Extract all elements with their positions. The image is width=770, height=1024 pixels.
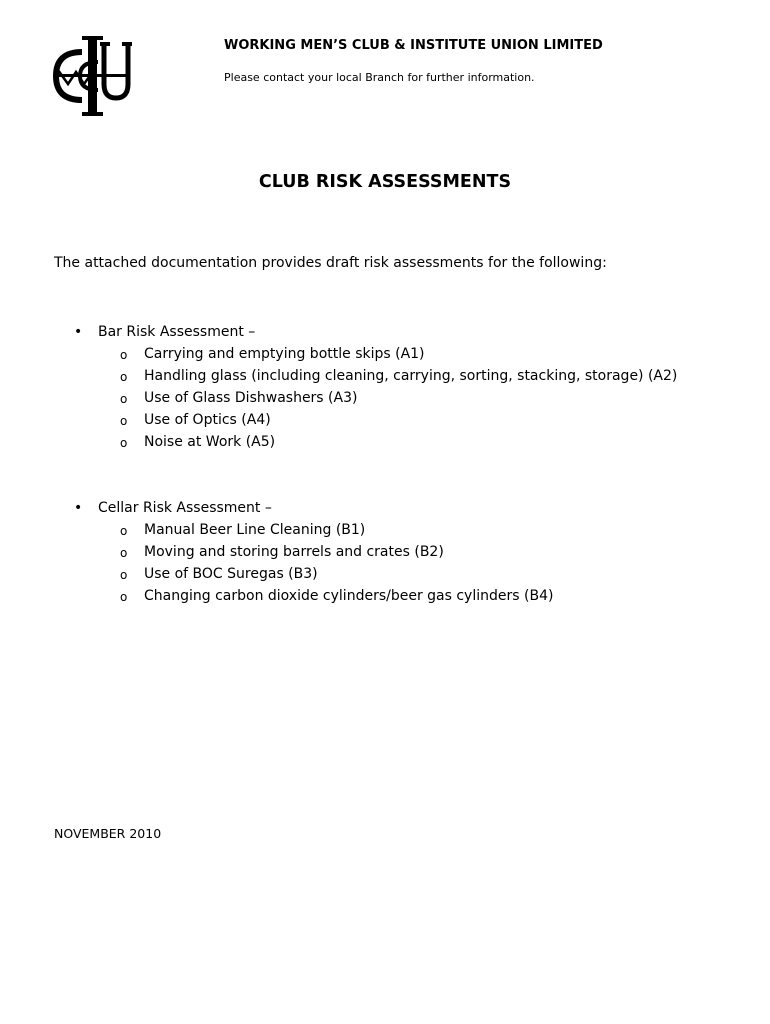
sub-bullet-marker: o bbox=[120, 546, 128, 560]
sub-bullet-marker: o bbox=[120, 392, 128, 406]
sub-bullet-marker: o bbox=[120, 436, 128, 450]
section-heading: Cellar Risk Assessment – bbox=[98, 500, 272, 516]
list-item-label: Carrying and emptying bottle skips (A1) bbox=[144, 346, 425, 362]
list-item-label: Changing carbon dioxide cylinders/beer gas cylinders (B4) bbox=[144, 588, 554, 604]
list-item-label: Handling glass (including cleaning, carrying, sorting, stacking, storage) (A2) bbox=[144, 368, 678, 384]
sub-bullet-marker: o bbox=[120, 348, 128, 362]
list-item-label: Use of BOC Suregas (B3) bbox=[144, 566, 318, 582]
document-title: CLUB RISK ASSESSMENTS bbox=[258, 172, 512, 192]
list-item bbox=[0, 522, 770, 544]
bullet-marker: • bbox=[74, 500, 83, 516]
list-item bbox=[0, 434, 770, 456]
list-item bbox=[0, 412, 770, 434]
section-heading: Bar Risk Assessment – bbox=[98, 324, 256, 340]
list-item bbox=[0, 566, 770, 588]
list-item-label: Use of Optics (A4) bbox=[144, 412, 271, 428]
bullet-marker: • bbox=[74, 324, 83, 340]
list-item bbox=[0, 346, 770, 368]
list-item bbox=[0, 390, 770, 412]
sub-bullet-marker: o bbox=[120, 414, 128, 428]
sub-bullet-marker: o bbox=[120, 524, 128, 538]
sub-bullet-marker: o bbox=[120, 590, 128, 604]
list-item-label: Use of Glass Dishwashers (A3) bbox=[144, 390, 358, 406]
list-item-label: Manual Beer Line Cleaning (B1) bbox=[144, 522, 366, 538]
club-monogram-logo bbox=[50, 34, 134, 118]
organization-name: WORKING MEN’S CLUB & INSTITUTE UNION LIMITED bbox=[224, 38, 603, 53]
list-item-label: Noise at Work (A5) bbox=[144, 434, 276, 450]
list-item bbox=[0, 588, 770, 610]
sub-bullet-marker: o bbox=[120, 370, 128, 384]
sub-bullet-marker: o bbox=[120, 568, 128, 582]
list-item bbox=[0, 544, 770, 566]
list-item bbox=[0, 368, 770, 390]
intro-paragraph: The attached documentation provides draft risk assessments for the following: bbox=[54, 255, 607, 271]
list-item-label: Moving and storing barrels and crates (B2) bbox=[144, 544, 444, 560]
contact-note: Please contact your local Branch for further information. bbox=[224, 71, 535, 84]
document-date: NOVEMBER 2010 bbox=[54, 826, 162, 841]
